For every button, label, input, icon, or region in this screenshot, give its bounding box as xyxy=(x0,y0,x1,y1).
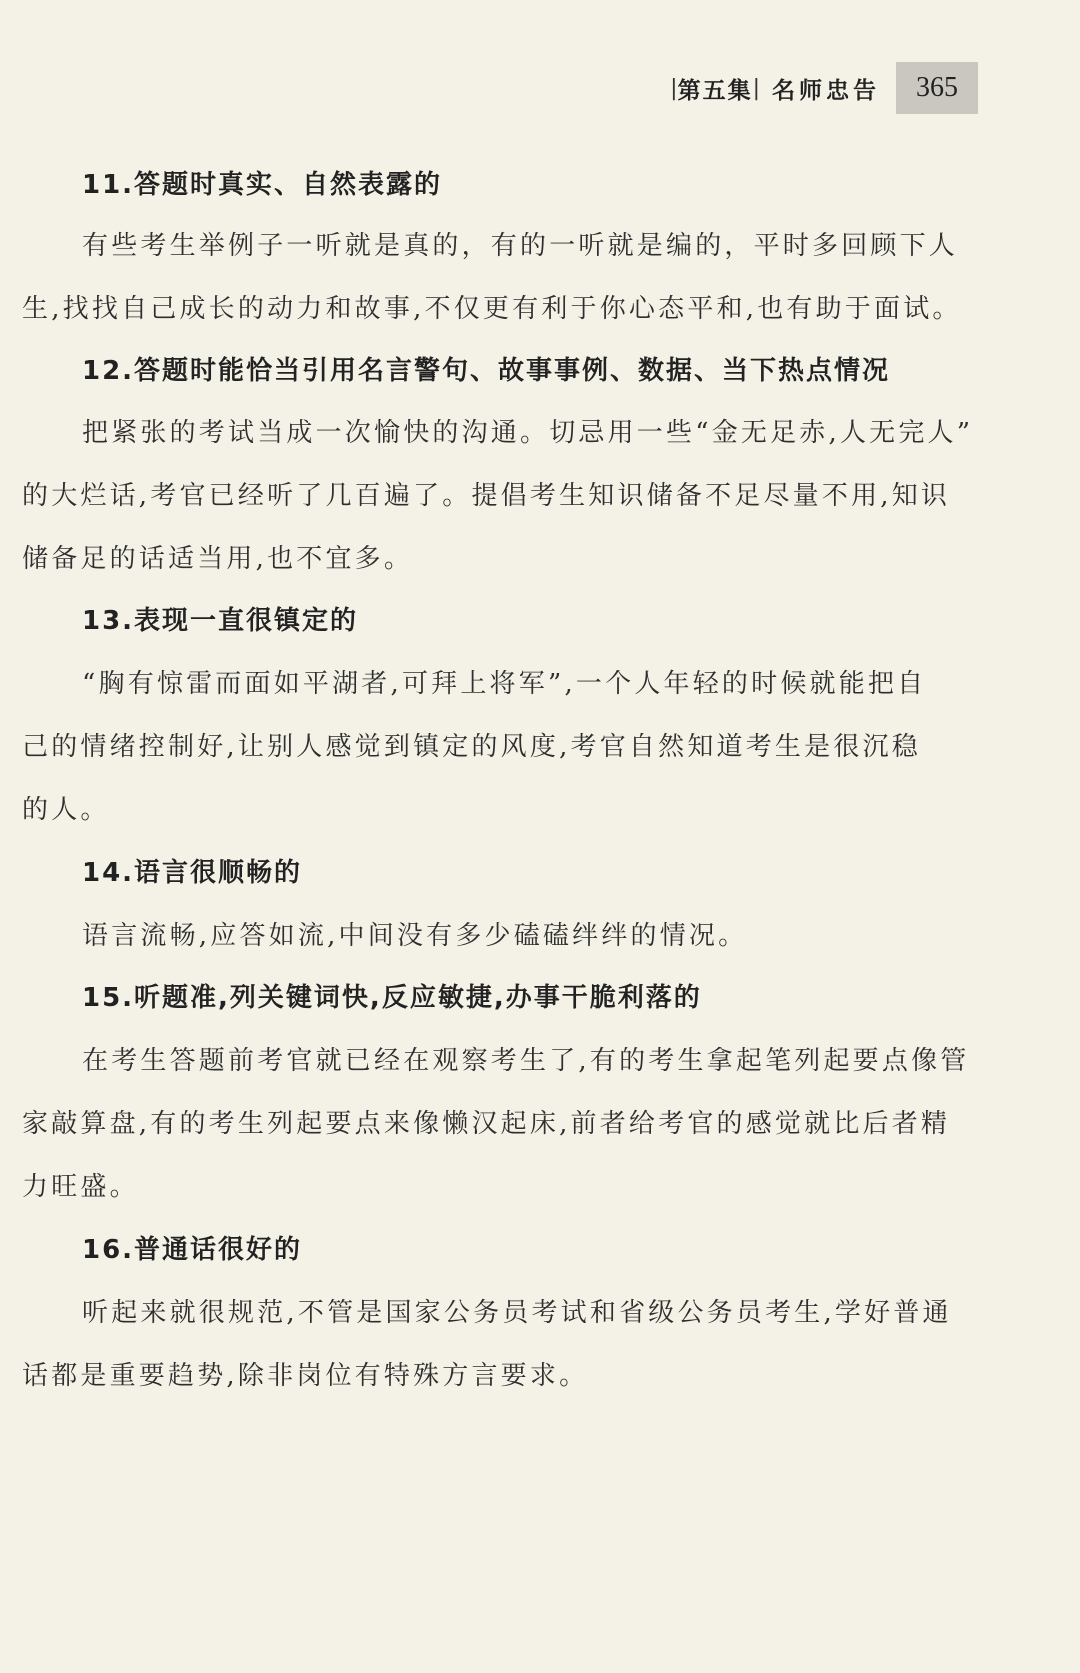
section-heading: 15.听题准,列关键词快,反应敏捷,办事干脆利落的 xyxy=(82,983,702,1013)
paragraph-line: 力旺盛。 xyxy=(22,1172,139,1202)
paragraph-line: 生,找找自己成长的动力和故事,不仅更有利于你心态平和,也有助于面试。 xyxy=(22,294,962,324)
header-divider: | xyxy=(670,75,678,101)
paragraph-line: 己的情绪控制好,让别人感觉到镇定的风度,考官自然知道考生是很沉稳 xyxy=(22,732,921,762)
paragraph-line: 语言流畅,应答如流,中间没有多少磕磕绊绊的情况。 xyxy=(82,921,748,951)
paragraph-line: 话都是重要趋势,除非岗位有特殊方言要求。 xyxy=(22,1361,589,1391)
paragraph-line: “胸有惊雷而面如平湖者,可拜上将军”,一个人年轻的时候就能把自 xyxy=(82,669,927,699)
paragraph-line: 听起来就很规范,不管是国家公务员考试和省级公务员考生,学好普通 xyxy=(82,1298,952,1328)
paragraph-line: 的人。 xyxy=(22,795,110,825)
paragraph-line: 储备足的话适当用,也不宜多。 xyxy=(22,544,414,574)
section-heading: 11.答题时真实、自然表露的 xyxy=(82,170,443,200)
section-heading: 14.语言很顺畅的 xyxy=(82,858,303,888)
paragraph-line: 有些考生举例子一听就是真的，有的一听就是编的，平时多回顾下人 xyxy=(82,231,959,261)
part-label: 第五集 xyxy=(677,77,753,104)
section-heading: 16.普通话很好的 xyxy=(82,1235,303,1265)
section-heading: 12.答题时能恰当引用名言警句、故事事例、数据、当下热点情况 xyxy=(82,356,891,386)
paragraph-line: 在考生答题前考官就已经在观察考生了,有的考生拿起笔列起要点像管 xyxy=(82,1046,970,1076)
paragraph-line: 家敲算盘,有的考生列起要点来像懒汉起床,前者给考官的感觉就比后者精 xyxy=(22,1109,951,1139)
header-divider: | xyxy=(752,75,760,101)
running-header xyxy=(670,62,978,114)
chapter-title: 名师忠告 xyxy=(772,77,880,104)
page-number: 365 xyxy=(896,62,978,114)
paragraph-line: 把紧张的考试当成一次愉快的沟通。切忌用一些“金无足赤,人无完人” xyxy=(82,418,974,448)
paragraph-line: 的大烂话,考官已经听了几百遍了。提倡考生知识储备不足尽量不用,知识 xyxy=(22,481,951,511)
section-heading: 13.表现一直很镇定的 xyxy=(82,606,359,636)
